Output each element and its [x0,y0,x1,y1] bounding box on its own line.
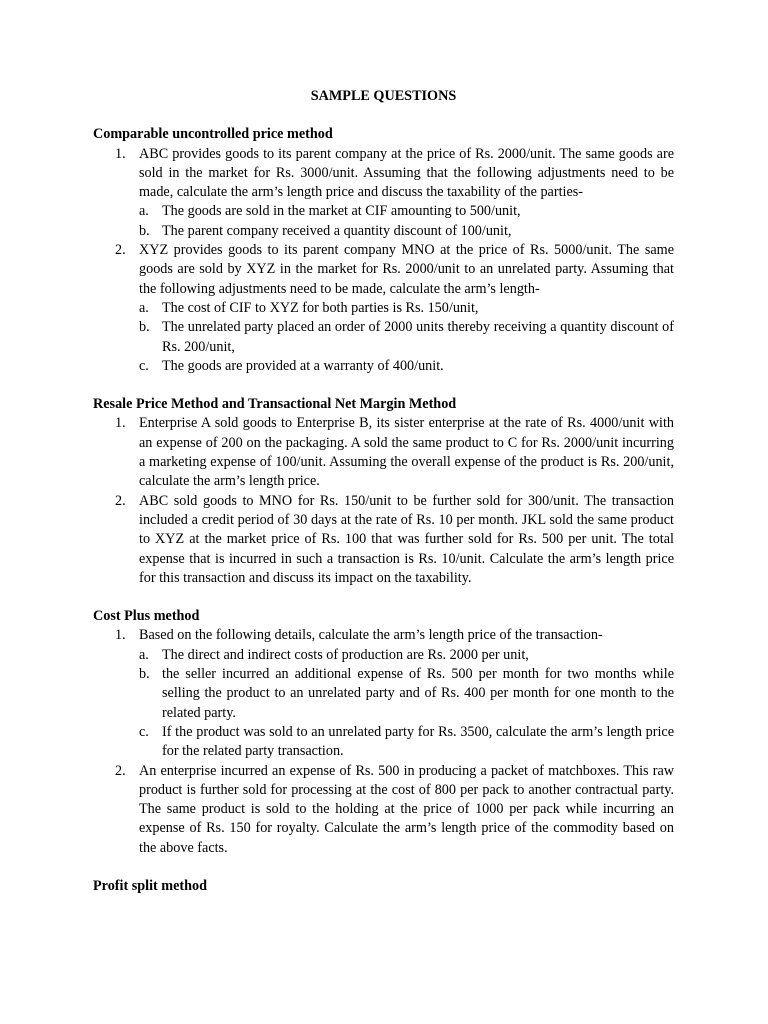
sub-question-text: The direct and indirect costs of production are Rs. 2000 per unit, [162,646,529,663]
question-item [93,145,674,241]
sub-question-text: If the product was sold to an unrelated party for Rs. 3500, calculate the arm’s length price for the related party transaction. [162,723,674,760]
sub-question-text: The parent company received a quantity discount of 100/unit, [162,222,512,239]
section-heading: Resale Price Method and Transactional Net Margin Method [93,396,457,413]
question-item [93,762,674,858]
question-section [93,607,674,858]
question-section [93,125,674,376]
document-title: SAMPLE QUESTIONS [310,88,457,104]
sub-question-list [139,202,674,241]
sub-question-letter: b. [139,666,150,683]
question-section [93,395,674,588]
sub-question-item [139,299,674,318]
sub-question-item [139,202,674,221]
sub-question-text: The cost of CIF to XYZ for both parties is Rs. 150/unit, [162,299,479,316]
question-text: ABC provides goods to its parent company at the price of Rs. 2000/unit. The same goods are sold in the market for Rs. 3000/unit. Assuming that the following adjustments need to be made, calculate the arm’s length price and discuss the taxability of the parties- [139,145,674,201]
question-number: 1. [115,627,126,644]
question-item [93,414,674,491]
question-text: ABC sold goods to MNO for Rs. 150/unit to be further sold for 300/unit. The transaction included a credit period of 30 days at the rate of Rs. 10 per month. JKL sold the same product to XYZ at the market price of Rs. 100 that was further sold for Rs. 500 per unit. The total expense that is incurred in such a transaction is Rs. 10/unit. Calculate the arm’s length price for this transaction and discuss its impact on the taxability. [139,492,674,586]
sub-question-letter: b. [139,222,150,239]
sub-question-item [139,665,674,723]
sub-question-letter: a. [139,299,149,316]
question-text: Enterprise A sold goods to Enterprise B, its sister enterprise at the rate of Rs. 4000/unit with an expense of 200 on the packaging. A sold the same product to C for Rs. 2000/unit incurring a marketing expense of 100/unit. Assuming the overall expense of the product is Rs. 200/unit, calculate the arm’s length price. [139,415,674,490]
question-section [93,877,674,896]
section-spacer [93,376,674,395]
section-spacer [93,858,674,877]
sub-question-item [139,723,674,762]
sub-question-text: the seller incurred an additional expense of Rs. 500 per month for two months while selling the product to an unrelated party and of Rs. 400 per month for one month to the related party. [162,666,674,721]
section-heading: Comparable uncontrolled price method [93,126,333,143]
sub-question-list [139,646,674,762]
question-item [93,492,674,588]
question-text: Based on the following details, calculate the arm’s length price of the transaction- [139,627,603,644]
question-number: 2. [115,762,126,779]
question-list [93,626,674,858]
sub-question-text: The goods are provided at a warranty of 400/unit. [162,357,444,374]
section-heading: Cost Plus method [93,608,200,625]
section-spacer [93,588,674,607]
question-item [93,241,674,376]
question-number: 1. [115,415,126,432]
question-text: An enterprise incurred an expense of Rs. 500 in producing a packet of matchboxes. This raw product is further sold for processing at the cost of 800 per pack to another contractual party. The same product is sold to the holding at the price of 1000 per pack while incurring an expense of Rs. 150 for royalty. Calculate the arm’s length price of the commodity based on the above facts. [139,762,674,856]
sub-question-letter: c. [139,357,149,374]
sub-question-text: The unrelated party placed an order of 2000 units thereby receiving a quantity discount of Rs. 200/unit, [162,319,674,355]
sub-question-item [139,646,674,665]
sub-question-letter: c. [139,723,149,740]
question-number: 2. [115,242,126,259]
document-content [93,87,674,896]
question-text: XYZ provides goods to its parent company MNO at the price of Rs. 5000/unit. The same goods are sold by XYZ in the market for Rs. 2000/unit to an unrelated party. Assuming that the following adjustments need to be made, calculate the arm’s length- [139,242,674,297]
question-item [93,626,674,761]
question-number: 1. [115,145,126,162]
sub-question-item [139,357,674,376]
sub-question-list [139,299,674,376]
sub-question-item [139,318,674,357]
sub-question-item [139,222,674,241]
sub-question-letter: a. [139,646,149,663]
question-list [93,145,674,377]
sub-question-text: The goods are sold in the market at CIF amounting to 500/unit, [162,203,521,220]
question-list [93,414,674,588]
question-number: 2. [115,492,126,509]
sub-question-letter: b. [139,319,150,336]
sections-container [93,125,674,896]
sub-question-letter: a. [139,203,149,220]
section-heading: Profit split method [93,877,208,894]
